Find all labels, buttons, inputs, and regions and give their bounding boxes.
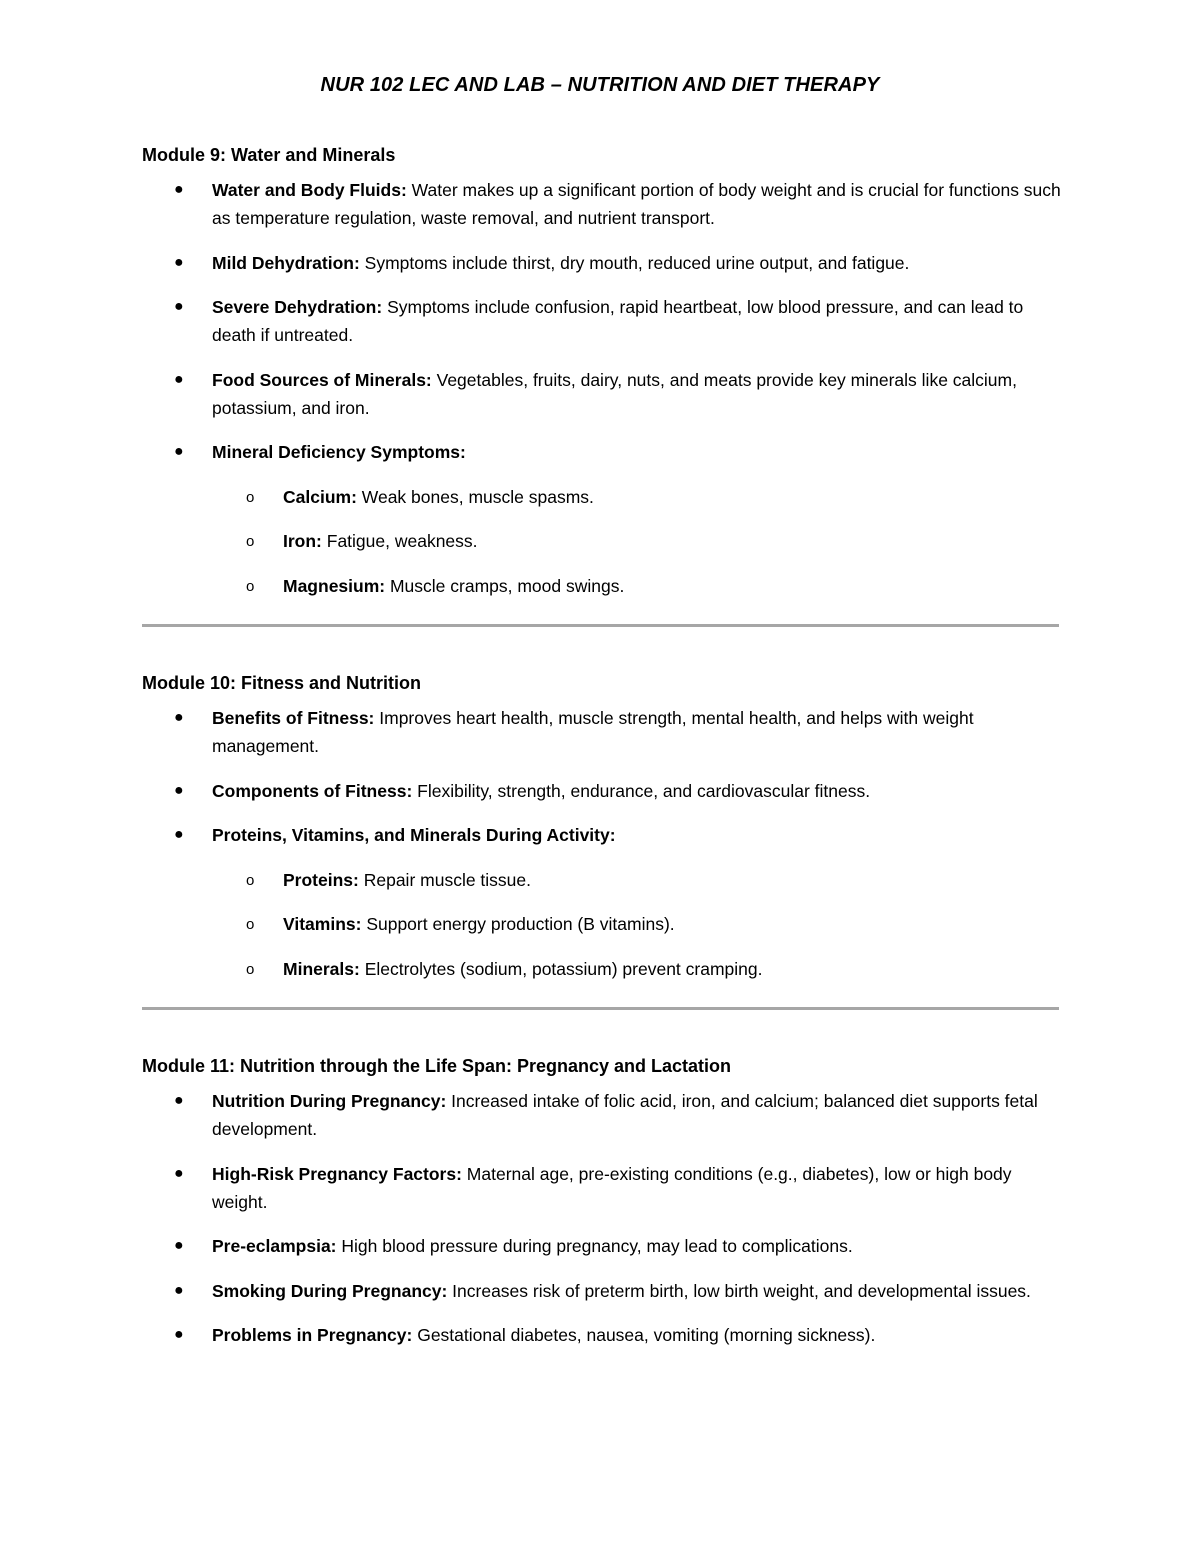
list-item — [142, 249, 1062, 277]
item-term: Magnesium: — [283, 575, 386, 596]
item-term: Water and Body Fluids: — [212, 180, 407, 200]
bullet-circle-icon: o — [246, 960, 255, 978]
bullet-dot-icon: ● — [174, 826, 184, 843]
item-text: Weak bones, muscle spasms. — [356, 486, 594, 507]
item-term: Calcium: — [283, 486, 357, 507]
item-text: Improves heart health, muscle strength, mental health, and helps with weight management. — [212, 708, 974, 756]
sub-bullet-list — [212, 866, 1062, 983]
bullet-dot-icon: ● — [174, 709, 184, 726]
item-text: Symptoms include thirst, dry mouth, reduced urine output, and fatigue. — [359, 252, 910, 273]
section-module-10 — [142, 671, 1062, 999]
sub-bullet-list — [212, 483, 1062, 600]
item-term: Nutrition During Pregnancy: — [212, 1091, 447, 1111]
sub-list-item — [142, 483, 1062, 511]
section-heading: Module 9: Water and Minerals — [142, 145, 396, 165]
sub-list-item — [142, 955, 1062, 983]
bullet-list — [142, 704, 1062, 983]
item-text: Fatigue, weakness. — [321, 531, 478, 551]
section-heading: Module 10: Fitness and Nutrition — [142, 673, 422, 693]
list-item — [142, 176, 1062, 232]
item-text: Repair muscle tissue. — [358, 869, 532, 890]
item-term: High-Risk Pregnancy Factors: — [212, 1163, 462, 1184]
item-term: Vitamins: — [283, 914, 362, 934]
list-item — [142, 1321, 1062, 1349]
item-term: Mild Dehydration: — [212, 252, 360, 273]
list-item — [142, 704, 1062, 760]
bullet-list — [142, 1087, 1062, 1349]
item-text: Electrolytes (sodium, potassium) prevent cramping. — [359, 958, 763, 979]
list-item — [142, 821, 1062, 983]
item-term: Proteins, Vitamins, and Minerals During Activity: — [212, 825, 616, 845]
item-text: Maternal age, pre-existing conditions (e.g., diabetes), low or high body weight. — [212, 1163, 1012, 1212]
item-term: Smoking During Pregnancy: — [212, 1280, 448, 1301]
bullet-dot-icon: ● — [174, 781, 184, 799]
list-item — [142, 777, 1062, 805]
bullet-circle-icon: o — [246, 577, 255, 595]
sub-list-item — [142, 572, 1062, 600]
item-term: Mineral Deficiency Symptoms: — [212, 442, 466, 462]
bullet-dot-icon: ● — [174, 443, 184, 460]
item-term: Iron: — [283, 531, 322, 551]
bullet-dot-icon: ● — [174, 1092, 184, 1109]
bullet-circle-icon: o — [246, 488, 255, 506]
bullet-dot-icon: ● — [174, 253, 184, 271]
section-module-9 — [142, 143, 1062, 616]
sub-list-item — [142, 527, 1062, 555]
section-heading: Module 11: Nutrition through the Life Span: Pregnancy and Lactation — [142, 1056, 732, 1076]
bullet-circle-icon: o — [246, 871, 255, 889]
item-text: Symptoms include confusion, rapid heartbeat, low blood pressure, and can lead to death if untreated. — [212, 297, 1024, 345]
list-item — [142, 366, 1062, 422]
bullet-dot-icon: ● — [174, 1164, 184, 1182]
horizontal-divider — [142, 1007, 1059, 1010]
item-text: Increased intake of folic acid, iron, and calcium; balanced diet supports fetal development. — [212, 1091, 1038, 1139]
list-item — [142, 1087, 1062, 1143]
item-term: Food Sources of Minerals: — [212, 369, 432, 390]
item-text: Increases risk of preterm birth, low birth weight, and developmental issues. — [447, 1280, 1031, 1301]
item-term: Benefits of Fitness: — [212, 708, 375, 728]
list-item — [142, 438, 1062, 600]
list-item — [142, 1160, 1062, 1216]
bullet-circle-icon: o — [246, 916, 255, 933]
item-term: Problems in Pregnancy: — [212, 1325, 413, 1345]
bullet-list — [142, 176, 1062, 600]
horizontal-divider — [142, 624, 1059, 627]
list-item — [142, 1277, 1062, 1305]
item-text: Flexibility, strength, endurance, and cardiovascular fitness. — [412, 780, 871, 801]
list-item — [142, 1232, 1062, 1260]
item-term: Components of Fitness: — [212, 780, 413, 801]
item-text: Vegetables, fruits, dairy, nuts, and meats provide key minerals like calcium, potassium, and iron. — [212, 369, 1017, 418]
item-text: Support energy production (B vitamins). — [361, 914, 675, 934]
list-item — [142, 293, 1062, 349]
bullet-dot-icon: ● — [174, 181, 184, 198]
bullet-dot-icon: ● — [174, 1326, 184, 1343]
item-text: Gestational diabetes, nausea, vomiting (morning sickness). — [412, 1325, 876, 1345]
bullet-dot-icon: ● — [174, 1281, 184, 1299]
page-title: NUR 102 LEC AND LAB – NUTRITION AND DIET THERAPY — [320, 74, 880, 96]
bullet-circle-icon: o — [246, 533, 255, 550]
item-term: Pre-eclampsia: — [212, 1236, 337, 1256]
bullet-dot-icon: ● — [174, 298, 184, 315]
bullet-dot-icon: ● — [174, 1237, 184, 1254]
sub-list-item — [142, 866, 1062, 894]
item-term: Proteins: — [283, 869, 359, 890]
item-term: Minerals: — [283, 958, 360, 979]
item-term: Severe Dehydration: — [212, 297, 383, 317]
section-module-11 — [142, 1054, 1062, 1366]
sub-list-item — [142, 910, 1062, 938]
item-text: High blood pressure during pregnancy, may lead to complications. — [336, 1236, 853, 1256]
item-text: Muscle cramps, mood swings. — [385, 575, 625, 596]
bullet-dot-icon: ● — [174, 370, 184, 388]
item-text: Water makes up a significant portion of body weight and is crucial for functions such as temperature regulation, waste removal, and nutrient transport. — [212, 180, 1061, 228]
